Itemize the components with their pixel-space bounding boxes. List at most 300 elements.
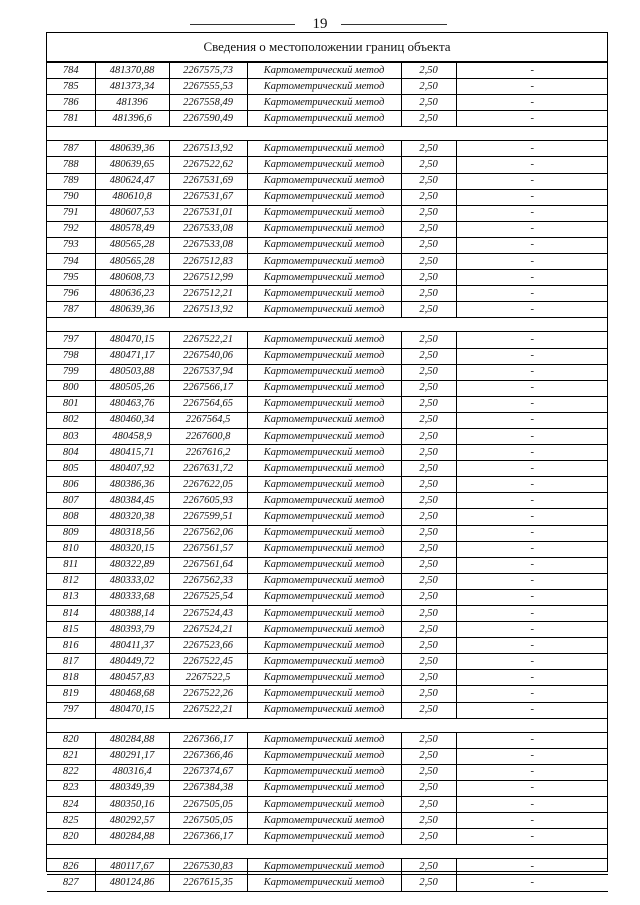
y-coordinate-cell: 2267522,21 xyxy=(169,702,247,718)
description-cell: - xyxy=(456,270,608,286)
y-coordinate-cell: 2267366,17 xyxy=(169,829,247,845)
description-cell: - xyxy=(456,875,608,891)
y-coordinate-cell: 2267540,06 xyxy=(169,348,247,364)
point-number-cell: 810 xyxy=(47,541,95,557)
x-coordinate-cell: 480388,14 xyxy=(95,606,169,622)
point-number-cell: 813 xyxy=(47,589,95,605)
table-row xyxy=(47,493,608,509)
x-coordinate-cell: 480393,79 xyxy=(95,622,169,638)
method-cell: Картометрический метод xyxy=(247,286,401,302)
accuracy-cell: 2,50 xyxy=(401,286,456,302)
method-cell: Картометрический метод xyxy=(247,332,401,348)
accuracy-cell: 2,50 xyxy=(401,780,456,796)
accuracy-cell: 2,50 xyxy=(401,797,456,813)
x-coordinate-cell: 480284,88 xyxy=(95,732,169,748)
accuracy-cell: 2,50 xyxy=(401,205,456,221)
accuracy-cell: 2,50 xyxy=(401,412,456,428)
description-cell: - xyxy=(456,63,608,79)
description-cell: - xyxy=(456,477,608,493)
x-coordinate-cell: 480458,9 xyxy=(95,428,169,444)
point-number-cell: 804 xyxy=(47,445,95,461)
description-cell: - xyxy=(456,348,608,364)
accuracy-cell: 2,50 xyxy=(401,654,456,670)
table-row xyxy=(47,270,608,286)
x-coordinate-cell: 480639,65 xyxy=(95,157,169,173)
group-separator-cell xyxy=(47,845,608,859)
y-coordinate-cell: 2267533,08 xyxy=(169,221,247,237)
description-cell: - xyxy=(456,493,608,509)
description-cell: - xyxy=(456,221,608,237)
description-cell: - xyxy=(456,525,608,541)
table-row xyxy=(47,686,608,702)
description-cell: - xyxy=(456,573,608,589)
description-cell: - xyxy=(456,748,608,764)
x-coordinate-cell: 481396,6 xyxy=(95,111,169,127)
description-cell: - xyxy=(456,286,608,302)
y-coordinate-cell: 2267512,99 xyxy=(169,270,247,286)
table-row xyxy=(47,302,608,318)
y-coordinate-cell: 2267561,57 xyxy=(169,541,247,557)
x-coordinate-cell: 480320,15 xyxy=(95,541,169,557)
description-cell: - xyxy=(456,380,608,396)
description-cell: - xyxy=(456,461,608,477)
table-row xyxy=(47,396,608,412)
table-row xyxy=(47,622,608,638)
point-number-cell: 787 xyxy=(47,141,95,157)
y-coordinate-cell: 2267564,65 xyxy=(169,396,247,412)
accuracy-cell: 2,50 xyxy=(401,445,456,461)
description-cell: - xyxy=(456,732,608,748)
method-cell: Картометрический метод xyxy=(247,173,401,189)
y-coordinate-cell: 2267512,21 xyxy=(169,286,247,302)
x-coordinate-cell: 480639,36 xyxy=(95,141,169,157)
y-coordinate-cell: 2267513,92 xyxy=(169,302,247,318)
y-coordinate-cell: 2267522,62 xyxy=(169,157,247,173)
method-cell: Картометрический метод xyxy=(247,525,401,541)
accuracy-cell: 2,50 xyxy=(401,302,456,318)
point-number-cell: 815 xyxy=(47,622,95,638)
x-coordinate-cell: 480639,36 xyxy=(95,302,169,318)
point-number-cell: 791 xyxy=(47,205,95,221)
method-cell: Картометрический метод xyxy=(247,428,401,444)
x-coordinate-cell: 480117,67 xyxy=(95,859,169,875)
description-cell: - xyxy=(456,780,608,796)
accuracy-cell: 2,50 xyxy=(401,364,456,380)
x-coordinate-cell: 481396 xyxy=(95,95,169,111)
accuracy-cell: 2,50 xyxy=(401,829,456,845)
method-cell: Картометрический метод xyxy=(247,141,401,157)
method-cell: Картометрический метод xyxy=(247,702,401,718)
point-number-cell: 811 xyxy=(47,557,95,573)
method-cell: Картометрический метод xyxy=(247,445,401,461)
method-cell: Картометрический метод xyxy=(247,111,401,127)
method-cell: Картометрический метод xyxy=(247,813,401,829)
point-number-cell: 787 xyxy=(47,302,95,318)
point-number-cell: 817 xyxy=(47,654,95,670)
x-coordinate-cell: 480322,89 xyxy=(95,557,169,573)
accuracy-cell: 2,50 xyxy=(401,270,456,286)
accuracy-cell: 2,50 xyxy=(401,732,456,748)
point-number-cell: 814 xyxy=(47,606,95,622)
group-separator-row xyxy=(47,318,608,332)
y-coordinate-cell: 2267558,49 xyxy=(169,95,247,111)
accuracy-cell: 2,50 xyxy=(401,748,456,764)
x-coordinate-cell: 480565,28 xyxy=(95,254,169,270)
point-number-cell: 790 xyxy=(47,189,95,205)
table-row xyxy=(47,606,608,622)
y-coordinate-cell: 2267561,64 xyxy=(169,557,247,573)
y-coordinate-cell: 2267522,5 xyxy=(169,670,247,686)
table-row xyxy=(47,829,608,845)
table-row xyxy=(47,286,608,302)
description-cell: - xyxy=(456,686,608,702)
point-number-cell: 802 xyxy=(47,412,95,428)
method-cell: Картометрический метод xyxy=(247,270,401,286)
table-row xyxy=(47,525,608,541)
method-cell: Картометрический метод xyxy=(247,654,401,670)
description-cell: - xyxy=(456,622,608,638)
x-coordinate-cell: 480565,28 xyxy=(95,237,169,253)
method-cell: Картометрический метод xyxy=(247,780,401,796)
table-row xyxy=(47,748,608,764)
boundary-table-sheet xyxy=(46,32,608,888)
method-cell: Картометрический метод xyxy=(247,875,401,891)
method-cell: Картометрический метод xyxy=(247,237,401,253)
table-row xyxy=(47,557,608,573)
x-coordinate-cell: 480460,34 xyxy=(95,412,169,428)
description-cell: - xyxy=(456,764,608,780)
description-cell: - xyxy=(456,606,608,622)
y-coordinate-cell: 2267522,21 xyxy=(169,332,247,348)
y-coordinate-cell: 2267524,43 xyxy=(169,606,247,622)
table-row xyxy=(47,541,608,557)
table-row xyxy=(47,797,608,813)
y-coordinate-cell: 2267562,06 xyxy=(169,525,247,541)
method-cell: Картометрический метод xyxy=(247,686,401,702)
coordinates-table-body xyxy=(47,63,608,892)
x-coordinate-cell: 480468,68 xyxy=(95,686,169,702)
accuracy-cell: 2,50 xyxy=(401,332,456,348)
x-coordinate-cell: 480610,8 xyxy=(95,189,169,205)
y-coordinate-cell: 2267590,49 xyxy=(169,111,247,127)
accuracy-cell: 2,50 xyxy=(401,493,456,509)
description-cell: - xyxy=(456,813,608,829)
method-cell: Картометрический метод xyxy=(247,493,401,509)
method-cell: Картометрический метод xyxy=(247,732,401,748)
accuracy-cell: 2,50 xyxy=(401,63,456,79)
x-coordinate-cell: 480320,38 xyxy=(95,509,169,525)
point-number-cell: 801 xyxy=(47,396,95,412)
y-coordinate-cell: 2267631,72 xyxy=(169,461,247,477)
accuracy-cell: 2,50 xyxy=(401,111,456,127)
method-cell: Картометрический метод xyxy=(247,797,401,813)
point-number-cell: 822 xyxy=(47,764,95,780)
method-cell: Картометрический метод xyxy=(247,348,401,364)
method-cell: Картометрический метод xyxy=(247,589,401,605)
table-row xyxy=(47,461,608,477)
method-cell: Картометрический метод xyxy=(247,221,401,237)
description-cell: - xyxy=(456,157,608,173)
group-separator-cell xyxy=(47,718,608,732)
table-row xyxy=(47,428,608,444)
table-row xyxy=(47,221,608,237)
x-coordinate-cell: 480471,17 xyxy=(95,348,169,364)
table-row xyxy=(47,477,608,493)
y-coordinate-cell: 2267523,66 xyxy=(169,638,247,654)
x-coordinate-cell: 480407,92 xyxy=(95,461,169,477)
method-cell: Картометрический метод xyxy=(247,764,401,780)
point-number-cell: 794 xyxy=(47,254,95,270)
description-cell: - xyxy=(456,859,608,875)
y-coordinate-cell: 2267384,38 xyxy=(169,780,247,796)
accuracy-cell: 2,50 xyxy=(401,237,456,253)
x-coordinate-cell: 480457,83 xyxy=(95,670,169,686)
table-row xyxy=(47,380,608,396)
description-cell: - xyxy=(456,141,608,157)
table-row xyxy=(47,173,608,189)
point-number-cell: 818 xyxy=(47,670,95,686)
x-coordinate-cell: 480636,23 xyxy=(95,286,169,302)
method-cell: Картометрический метод xyxy=(247,205,401,221)
point-number-cell: 827 xyxy=(47,875,95,891)
x-coordinate-cell: 480333,68 xyxy=(95,589,169,605)
method-cell: Картометрический метод xyxy=(247,412,401,428)
point-number-cell: 805 xyxy=(47,461,95,477)
description-cell: - xyxy=(456,173,608,189)
y-coordinate-cell: 2267533,08 xyxy=(169,237,247,253)
point-number-cell: 812 xyxy=(47,573,95,589)
method-cell: Картометрический метод xyxy=(247,302,401,318)
description-cell: - xyxy=(456,589,608,605)
table-row xyxy=(47,654,608,670)
y-coordinate-cell: 2267525,54 xyxy=(169,589,247,605)
method-cell: Картометрический метод xyxy=(247,157,401,173)
point-number-cell: 803 xyxy=(47,428,95,444)
method-cell: Картометрический метод xyxy=(247,606,401,622)
point-number-cell: 789 xyxy=(47,173,95,189)
accuracy-cell: 2,50 xyxy=(401,686,456,702)
table-row xyxy=(47,780,608,796)
table-row xyxy=(47,141,608,157)
x-coordinate-cell: 480449,72 xyxy=(95,654,169,670)
table-heading: Сведения о местоположении границ объекта xyxy=(47,33,607,62)
description-cell: - xyxy=(456,189,608,205)
table-row xyxy=(47,205,608,221)
x-coordinate-cell: 480350,16 xyxy=(95,797,169,813)
y-coordinate-cell: 2267599,51 xyxy=(169,509,247,525)
description-cell: - xyxy=(456,79,608,95)
method-cell: Картометрический метод xyxy=(247,622,401,638)
description-cell: - xyxy=(456,205,608,221)
y-coordinate-cell: 2267522,45 xyxy=(169,654,247,670)
method-cell: Картометрический метод xyxy=(247,380,401,396)
point-number-cell: 793 xyxy=(47,237,95,253)
accuracy-cell: 2,50 xyxy=(401,525,456,541)
table-row xyxy=(47,875,608,891)
x-coordinate-cell: 481370,88 xyxy=(95,63,169,79)
accuracy-cell: 2,50 xyxy=(401,541,456,557)
x-coordinate-cell: 480578,49 xyxy=(95,221,169,237)
table-row xyxy=(47,364,608,380)
y-coordinate-cell: 2267531,67 xyxy=(169,189,247,205)
page-number-rule-right xyxy=(341,24,447,25)
point-number-cell: 824 xyxy=(47,797,95,813)
point-number-cell: 825 xyxy=(47,813,95,829)
page-number-area xyxy=(0,14,640,34)
point-number-cell: 808 xyxy=(47,509,95,525)
table-row xyxy=(47,638,608,654)
x-coordinate-cell: 480316,4 xyxy=(95,764,169,780)
accuracy-cell: 2,50 xyxy=(401,189,456,205)
table-row xyxy=(47,412,608,428)
description-cell: - xyxy=(456,428,608,444)
method-cell: Картометрический метод xyxy=(247,859,401,875)
table-row xyxy=(47,670,608,686)
x-coordinate-cell: 480384,45 xyxy=(95,493,169,509)
y-coordinate-cell: 2267566,17 xyxy=(169,380,247,396)
point-number-cell: 785 xyxy=(47,79,95,95)
table-row xyxy=(47,732,608,748)
coordinates-table xyxy=(47,62,608,892)
y-coordinate-cell: 2267615,35 xyxy=(169,875,247,891)
x-coordinate-cell: 480292,57 xyxy=(95,813,169,829)
description-cell: - xyxy=(456,364,608,380)
description-cell: - xyxy=(456,541,608,557)
group-separator-row xyxy=(47,127,608,141)
group-separator-row xyxy=(47,718,608,732)
x-coordinate-cell: 480333,02 xyxy=(95,573,169,589)
method-cell: Картометрический метод xyxy=(247,557,401,573)
method-cell: Картометрический метод xyxy=(247,477,401,493)
description-cell: - xyxy=(456,396,608,412)
y-coordinate-cell: 2267366,46 xyxy=(169,748,247,764)
description-cell: - xyxy=(456,654,608,670)
page-number: 19 xyxy=(312,16,328,32)
point-number-cell: 820 xyxy=(47,732,95,748)
method-cell: Картометрический метод xyxy=(247,63,401,79)
description-cell: - xyxy=(456,95,608,111)
method-cell: Картометрический метод xyxy=(247,573,401,589)
point-number-cell: 806 xyxy=(47,477,95,493)
table-row xyxy=(47,813,608,829)
description-cell: - xyxy=(456,702,608,718)
point-number-cell: 788 xyxy=(47,157,95,173)
x-coordinate-cell: 481373,34 xyxy=(95,79,169,95)
description-cell: - xyxy=(456,445,608,461)
x-coordinate-cell: 480608,73 xyxy=(95,270,169,286)
x-coordinate-cell: 480415,71 xyxy=(95,445,169,461)
accuracy-cell: 2,50 xyxy=(401,477,456,493)
method-cell: Картометрический метод xyxy=(247,638,401,654)
accuracy-cell: 2,50 xyxy=(401,702,456,718)
description-cell: - xyxy=(456,509,608,525)
point-number-cell: 798 xyxy=(47,348,95,364)
point-number-cell: 823 xyxy=(47,780,95,796)
description-cell: - xyxy=(456,237,608,253)
table-row xyxy=(47,111,608,127)
table-row xyxy=(47,589,608,605)
point-number-cell: 784 xyxy=(47,63,95,79)
y-coordinate-cell: 2267600,8 xyxy=(169,428,247,444)
point-number-cell: 819 xyxy=(47,686,95,702)
y-coordinate-cell: 2267512,83 xyxy=(169,254,247,270)
accuracy-cell: 2,50 xyxy=(401,764,456,780)
accuracy-cell: 2,50 xyxy=(401,573,456,589)
y-coordinate-cell: 2267562,33 xyxy=(169,573,247,589)
y-coordinate-cell: 2267537,94 xyxy=(169,364,247,380)
table-row xyxy=(47,509,608,525)
method-cell: Картометрический метод xyxy=(247,461,401,477)
accuracy-cell: 2,50 xyxy=(401,461,456,477)
y-coordinate-cell: 2267564,5 xyxy=(169,412,247,428)
method-cell: Картометрический метод xyxy=(247,254,401,270)
point-number-cell: 820 xyxy=(47,829,95,845)
x-coordinate-cell: 480463,76 xyxy=(95,396,169,412)
y-coordinate-cell: 2267505,05 xyxy=(169,813,247,829)
description-cell: - xyxy=(456,302,608,318)
y-coordinate-cell: 2267616,2 xyxy=(169,445,247,461)
table-row xyxy=(47,702,608,718)
point-number-cell: 816 xyxy=(47,638,95,654)
method-cell: Картометрический метод xyxy=(247,541,401,557)
y-coordinate-cell: 2267524,21 xyxy=(169,622,247,638)
y-coordinate-cell: 2267513,92 xyxy=(169,141,247,157)
group-separator-cell xyxy=(47,127,608,141)
y-coordinate-cell: 2267622,05 xyxy=(169,477,247,493)
group-separator-cell xyxy=(47,318,608,332)
accuracy-cell: 2,50 xyxy=(401,380,456,396)
accuracy-cell: 2,50 xyxy=(401,157,456,173)
x-coordinate-cell: 480318,56 xyxy=(95,525,169,541)
accuracy-cell: 2,50 xyxy=(401,606,456,622)
point-number-cell: 807 xyxy=(47,493,95,509)
description-cell: - xyxy=(456,412,608,428)
table-row xyxy=(47,445,608,461)
table-row xyxy=(47,348,608,364)
table-row xyxy=(47,95,608,111)
method-cell: Картометрический метод xyxy=(247,95,401,111)
description-cell: - xyxy=(456,111,608,127)
point-number-cell: 797 xyxy=(47,702,95,718)
point-number-cell: 796 xyxy=(47,286,95,302)
description-cell: - xyxy=(456,557,608,573)
x-coordinate-cell: 480624,47 xyxy=(95,173,169,189)
table-row xyxy=(47,573,608,589)
point-number-cell: 809 xyxy=(47,525,95,541)
accuracy-cell: 2,50 xyxy=(401,95,456,111)
accuracy-cell: 2,50 xyxy=(401,428,456,444)
table-row xyxy=(47,859,608,875)
description-cell: - xyxy=(456,638,608,654)
point-number-cell: 800 xyxy=(47,380,95,396)
point-number-cell: 821 xyxy=(47,748,95,764)
method-cell: Картометрический метод xyxy=(247,670,401,686)
accuracy-cell: 2,50 xyxy=(401,589,456,605)
y-coordinate-cell: 2267531,01 xyxy=(169,205,247,221)
method-cell: Картометрический метод xyxy=(247,396,401,412)
group-separator-row xyxy=(47,845,608,859)
accuracy-cell: 2,50 xyxy=(401,173,456,189)
accuracy-cell: 2,50 xyxy=(401,875,456,891)
table-row xyxy=(47,237,608,253)
table-row xyxy=(47,254,608,270)
table-row xyxy=(47,332,608,348)
description-cell: - xyxy=(456,797,608,813)
y-coordinate-cell: 2267530,83 xyxy=(169,859,247,875)
y-coordinate-cell: 2267522,26 xyxy=(169,686,247,702)
x-coordinate-cell: 480505,26 xyxy=(95,380,169,396)
x-coordinate-cell: 480607,53 xyxy=(95,205,169,221)
